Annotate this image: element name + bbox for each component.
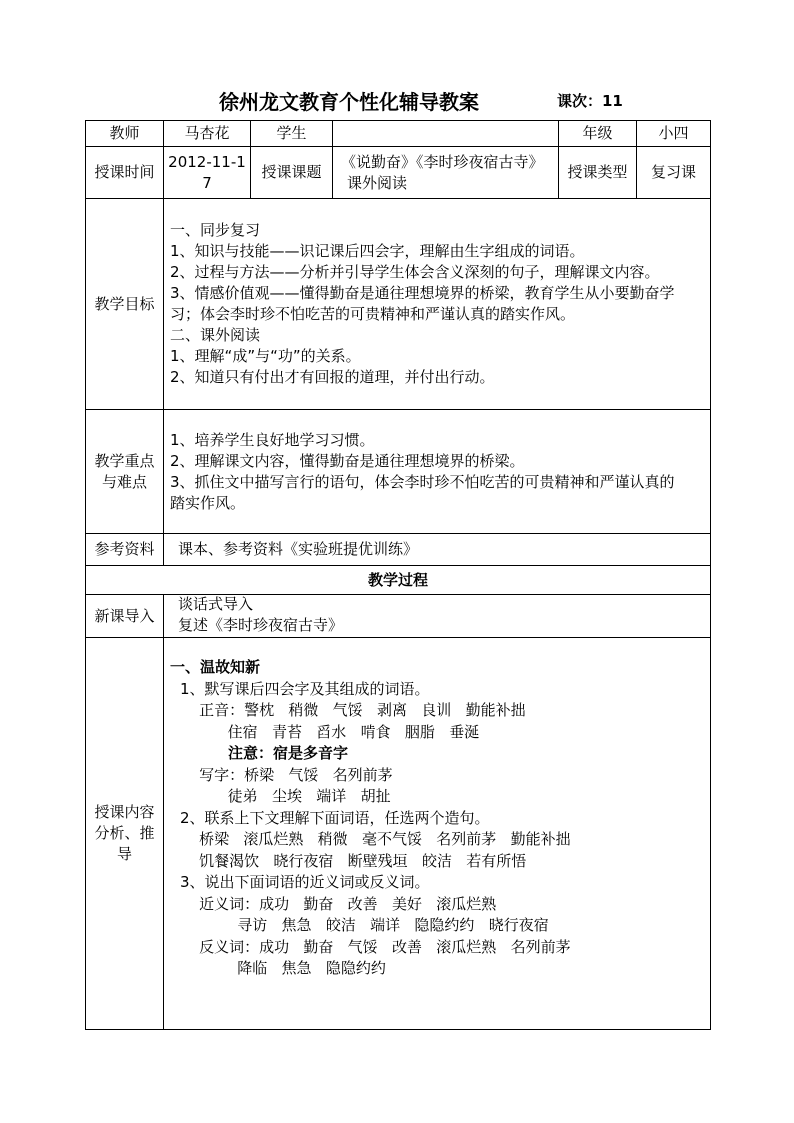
class-type-label: 授课类型 [567,163,628,181]
reference-text: 课本、参考资料《实验班提优训练》 [178,540,419,558]
analysis-line: 饥餐渴饮 晓行夜宿 断壁残垣 皎洁 若有所悟 [180,851,527,870]
intro-content [178,594,708,636]
intro-line: 谈话式导入 [178,595,254,613]
analysis-line: 写字：桥梁 气馁 名列前茅 [180,765,393,784]
lesson-number: 课次：11 [557,92,623,110]
class-time-line-1: 2012-11-1 [168,152,246,171]
teacher-label: 教师 [109,124,140,142]
teacher-name: 马杏花 [184,124,230,142]
intro-label: 新课导入 [94,606,155,625]
intro-line: 复述《李时珍夜宿古寺》 [178,616,344,634]
keypoints-line: 踏实作风。 [170,494,246,512]
analysis-line: 2、联系上下文理解下面词语，任选两个造句。 [180,808,490,827]
analysis-line: 近义词：成功 勤奋 改善 美好 滚瓜烂熟 [180,894,497,913]
keypoints-line: 3、抓住文中描写言行的语句，体会李时珍不怕吃苦的可贵精神和严谨认真的 [170,473,675,491]
keypoints-label-line-2: 与难点 [101,472,147,491]
goals-line: 二、课外阅读 [170,326,261,344]
reference-label: 参考资料 [94,540,155,558]
class-time-line-2: 7 [202,173,212,192]
keypoints-line: 1、培养学生良好地学习习惯。 [170,431,375,449]
analysis-content [170,657,710,980]
topic-line-2: 课外阅读 [347,173,408,192]
analysis-label-line-2: 分析、推 [94,824,155,842]
analysis-line: 1、默写课后四会字及其组成的词语。 [180,679,430,698]
keypoints-label-line-1: 教学重点 [94,451,155,470]
analysis-line: 住宿 青苔 舀水 啃食 胭脂 垂涎 [180,722,480,741]
analysis-note: 注意：宿是多音字 [228,744,349,762]
goals-line: 2、过程与方法——分析并引导学生体会含义深刻的句子，理解课文内容。 [170,263,660,281]
goals-line: 习；体会李时珍不怕吃苦的可贵精神和严谨认真的踏实作风。 [170,305,576,323]
analysis-line: 寻访 焦急 皎洁 端详 隐隐约约 晓行夜宿 [180,916,549,934]
analysis-line: 降临 焦急 隐隐约约 [180,959,386,977]
topic-line-1: 《说勤奋》《李时珍夜宿古寺》 [341,152,544,171]
grade-value: 小四 [658,124,689,142]
keypoints-label [86,410,163,533]
analysis-line: 正音：警枕 稍微 气馁 剥离 良训 勤能补拙 [180,701,526,719]
class-time-value [164,147,250,198]
goals-line: 2、知道只有付出才有回报的道理，并付出行动。 [170,368,495,386]
analysis-label-line-1: 授课内容 [94,803,155,821]
analysis-line: 徒弟 尘埃 端详 胡扯 [180,787,391,805]
goals-line: 一、同步复习 [170,221,261,239]
goals-label: 教学目标 [94,294,155,313]
process-heading: 教学过程 [367,570,428,589]
student-label: 学生 [276,124,307,142]
goals-line: 1、理解“成”与“功”的关系。 [170,347,361,365]
keypoints-content [170,430,710,514]
keypoints-line: 2、理解课文内容，懂得勤奋是通往理想境界的桥梁。 [170,452,525,470]
class-type-value: 复习课 [650,163,696,181]
student-name [333,121,558,146]
topic-label: 授课课题 [261,163,322,181]
analysis-label-line-3: 导 [116,845,132,863]
analysis-label [86,638,163,1029]
goals-line: 1、知识与技能——识记课后四会字，理解由生字组成的词语。 [170,242,585,260]
analysis-line: 桥梁 滚瓜烂熟 稍微 毫不气馁 名列前茅 勤能补拙 [180,830,571,848]
analysis-line: 反义词：成功 勤奋 气馁 改善 滚瓜烂熟 名列前茅 [180,937,571,956]
topic-value [333,147,558,198]
document-title: 徐州龙文教育个性化辅导教案 [219,90,479,114]
analysis-section-title: 一、温故知新 [170,658,261,676]
goals-line: 3、情感价值观——懂得勤奋是通往理想境界的桥梁，教育学生从小要勤奋学 [170,284,675,302]
grade-label: 年级 [582,124,613,142]
analysis-line: 3、说出下面词语的近义词或反义词。 [180,873,430,891]
goals-content [170,220,710,388]
class-time-label: 授课时间 [94,163,155,181]
